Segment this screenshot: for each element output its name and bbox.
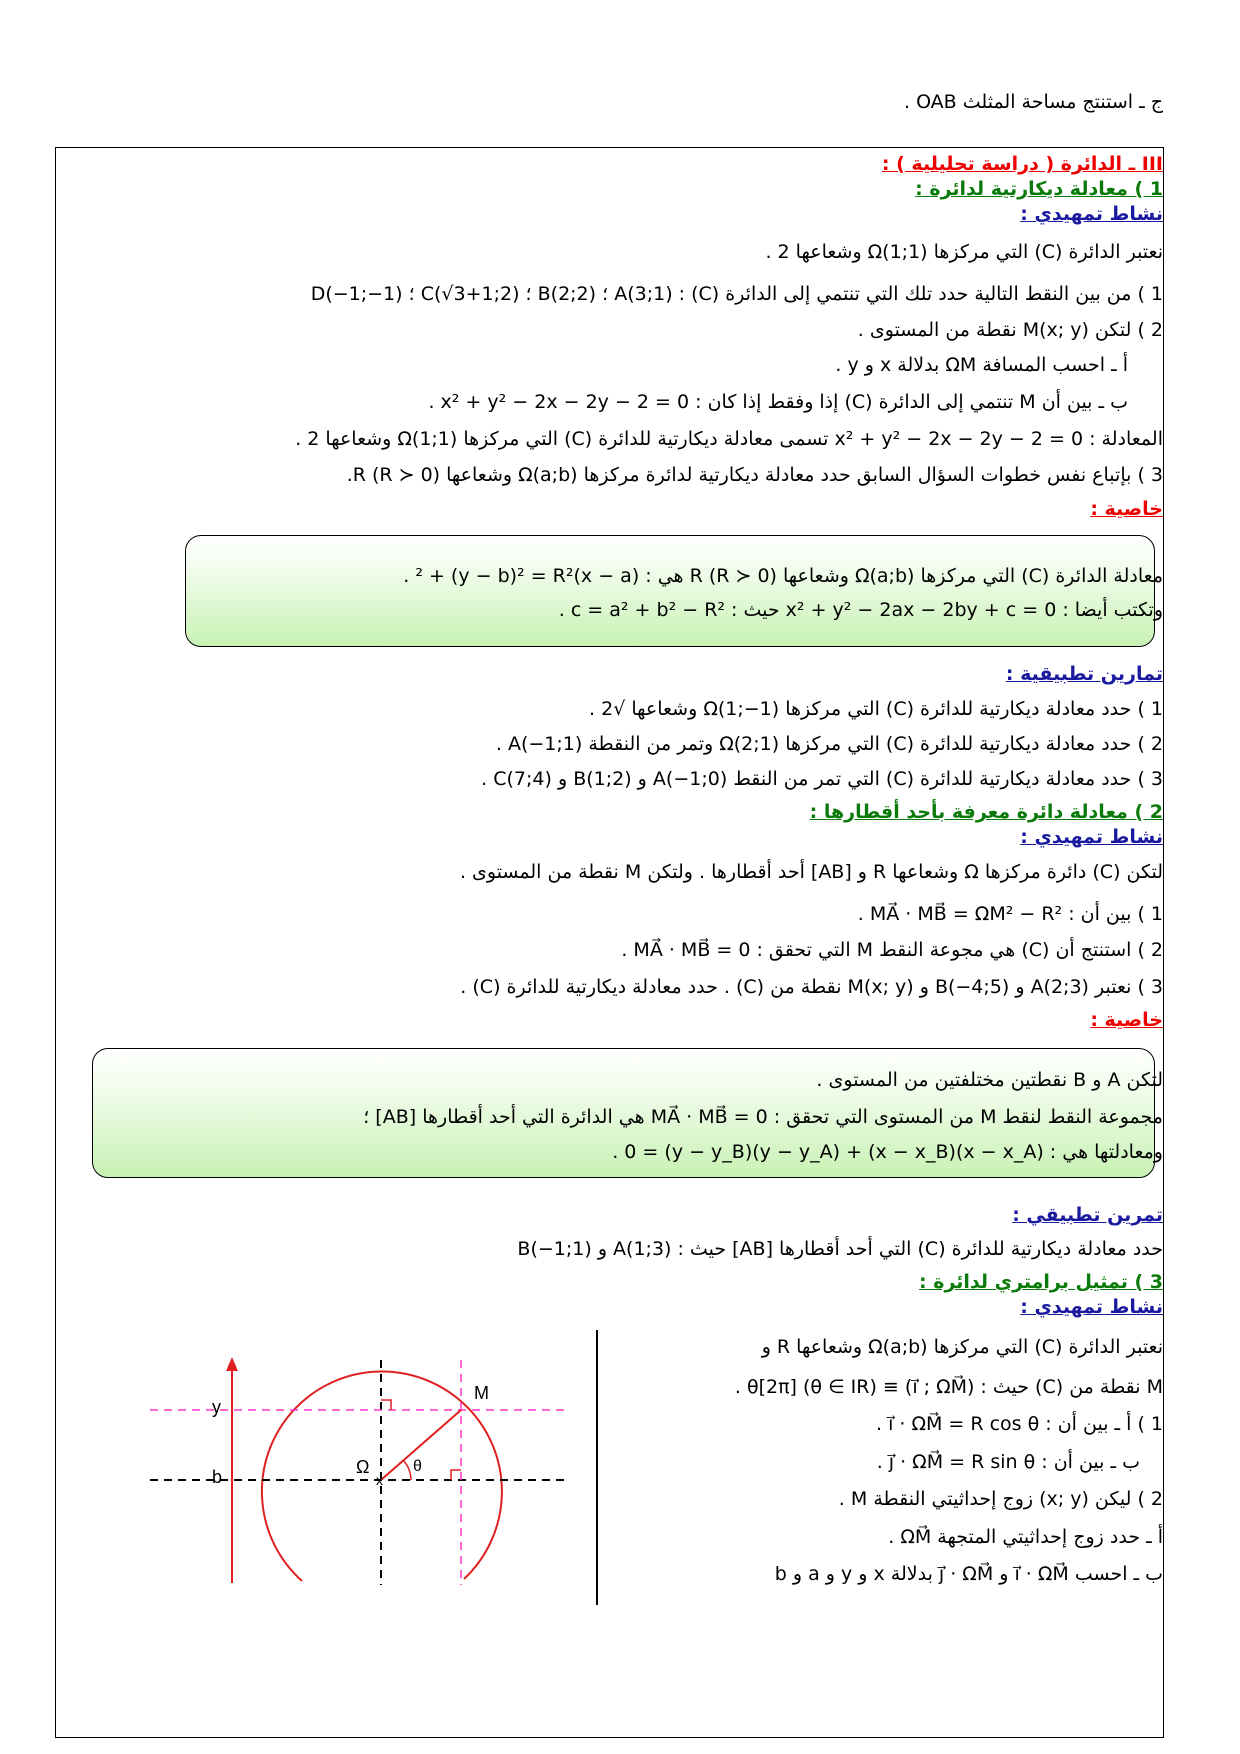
sub1-line-5: ب ـ بين أن M تنتمي إلى الدائرة (C) إذا وفقط إذا كان : x² + y² − 2x − 2y − 2 = 0 . [428, 391, 1128, 413]
property-box-1 [185, 535, 1155, 647]
sub2-line-2: 1 ) بين أن : MA⃗ · MB⃗ = ΩM² − R² . [857, 903, 1163, 925]
sub2-line-3: 2 ) استنتج أن (C) هي مجوعة النقط M التي تحقق : MA⃗ · MB⃗ = 0 . [621, 939, 1163, 961]
property-1-line-2: وتكتب أيضا : x² + y² − 2ax − 2by + c = 0 حيث : c = a² + b² − R² . [558, 599, 1163, 621]
sub2-exercise: حدد معادلة ديكارتية للدائرة (C) التي أحد أقطارها [AB] حيث : A(1;3) و B(−1;1) [517, 1238, 1163, 1260]
sub3-activity-title: نشاط تمهيدي : [1020, 1296, 1163, 1318]
property-2-line-1: لتكن A و B نقطتين مختلفتين من المستوى . [816, 1069, 1163, 1091]
sub3-line-4: ب ـ بين أن : j⃗ · ΩM⃗ = R sin θ . [876, 1451, 1140, 1473]
axis-arrow-head [226, 1357, 238, 1371]
circle-figure [140, 1355, 580, 1590]
exercise-2: 2 ) حدد معادلة ديكارتية للدائرة (C) التي مركزها Ω(2;1) وتمر من النقطة A(−1;1) . [495, 733, 1163, 755]
sub2-property-title: خاصية : [1090, 1009, 1163, 1031]
exercises-title: تمارين تطبيقية : [1005, 663, 1163, 685]
sub3-title: 3 ) تمثيل برامتري لدائرة : [919, 1271, 1163, 1293]
label-theta: θ [413, 1458, 422, 1475]
sub2-activity-title: نشاط تمهيدي : [1020, 826, 1163, 848]
sub1-line-3: 2 ) لتكن M(x; y) نقطة من المستوى . [857, 319, 1163, 341]
sub2-exercise-title: تمرين تطبيقي : [1012, 1204, 1163, 1226]
sub2-title: 2 ) معادلة دائرة معرفة بأحد أقطارها : [809, 801, 1163, 823]
sub1-title: 1 ) معادلة ديكارتية لدائرة : [915, 178, 1163, 200]
figure-separator [596, 1330, 598, 1605]
sub2-line-4: 3 ) نعتبر A(2;3) و B(−4;5) و M(x; y) نقطة من (C) . حدد معادلة ديكارتية للدائرة (C) . [460, 976, 1163, 998]
sub1-property-title: خاصية : [1090, 498, 1163, 520]
top-question-text: ج ـ استنتج مساحة المثلث OAB . [903, 91, 1163, 113]
section-title: III ـ الدائرة ( دراسة تحليلية ) : [881, 153, 1163, 175]
label-M: M [474, 1383, 489, 1403]
sub3-line-2: M نقطة من (C) حيث : (i⃗ ; ΩM⃗) ≡ θ[2π] (θ ∈ IR) . [734, 1376, 1163, 1398]
exercise-3: 3 ) حدد معادلة ديكارتية للدائرة (C) التي تمر من النقط A(−1;0) و B(1;2) و C(7;4) . [481, 768, 1163, 790]
sub1-line-2: 1 ) من بين النقط التالية حدد تلك التي تنتمي إلى الدائرة (C) : A(3;1) ؛ B(2;2) ؛ C(√3+1;2) ؛ D(−1;−1) [310, 283, 1163, 305]
label-y: y [212, 1397, 221, 1417]
sub1-line-7: 3 ) بإتباع نفس خطوات السؤال السابق حدد معادلة ديكارتية لدائرة مركزها Ω(a;b) وشعاعها R (R ≻ 0). [346, 464, 1163, 486]
right-angle-mark-top [381, 1400, 391, 1410]
property-2-line-3: ومعادلتها هي : (x − x_A)(x − x_B) + (y − y_A)(y − y_B) = 0 . [612, 1141, 1163, 1163]
sub3-line-1: نعتبر الدائرة (C) التي مركزها Ω(a;b) وشعاعها R و [761, 1336, 1163, 1358]
property-2-line-2: مجموعة النقط لنقط M من المستوى التي تحقق : MA⃗ · MB⃗ = 0 هي الدائرة التي أحد أقطارها [AB] ؛ [363, 1106, 1163, 1128]
sub3-line-6: أ ـ حدد زوج إحداثيتي المتجهة ΩM⃗ . [888, 1526, 1163, 1548]
label-omega: Ω [356, 1457, 370, 1477]
label-b: b [212, 1467, 223, 1487]
sub1-line-4: أ ـ احسب المسافة ΩM بدلالة x و y . [835, 354, 1128, 376]
sub2-line-1: لتكن (C) دائرة مركزها Ω وشعاعها R و [AB] أحد أقطارها . ولتكن M نقطة من المستوى . [459, 861, 1163, 883]
sub3-line-3: 1 ) أ ـ بين أن : i⃗ · ΩM⃗ = R cos θ . [875, 1413, 1163, 1435]
angle-arc [403, 1460, 411, 1480]
sub1-line-1: نعتبر الدائرة (C) التي مركزها Ω(1;1) وشعاعها 2 . [765, 241, 1163, 263]
sub3-line-7: ب ـ احسب i⃗ · ΩM⃗ و j⃗ · ΩM⃗ بدلالة x و y و a و b [774, 1563, 1163, 1585]
top-question [904, 90, 1163, 114]
right-angle-mark-bottom [451, 1470, 461, 1480]
sub1-activity-title: نشاط تمهيدي : [1020, 203, 1163, 225]
property-1-line-1: معادلة الدائرة (C) التي مركزها Ω(a;b) وشعاعها R (R ≻ 0) هي : (x − a)² + (y − b)² = R² . [403, 565, 1163, 587]
sub3-line-5: 2 ) ليكن (x; y) زوج إحداثيتي النقطة M . [838, 1488, 1163, 1510]
sub1-line-6: المعادلة : x² + y² − 2x − 2y − 2 = 0 تسمى معادلة ديكارتية للدائرة (C) التي مركزها Ω(1;1) وشعاعها 2 . [295, 428, 1163, 450]
center-point: x [376, 1472, 383, 1488]
exercise-1: 1 ) حدد معادلة ديكارتية للدائرة (C) التي مركزها Ω(1;−1) وشعاعها √2 . [589, 698, 1163, 720]
